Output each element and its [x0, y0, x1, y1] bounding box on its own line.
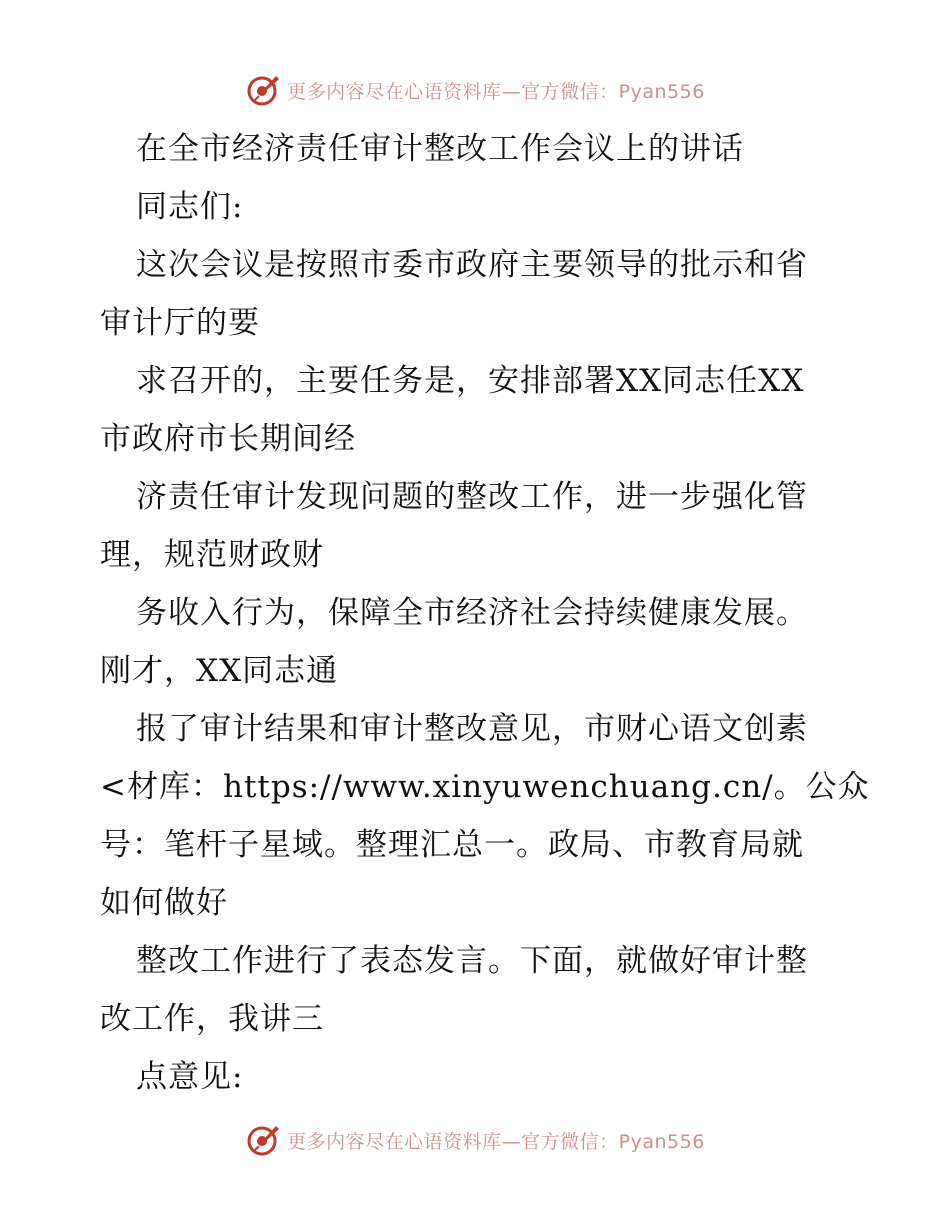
text-line: 刚才，XX同志通	[100, 653, 339, 689]
text-line: 整改工作进行了表态发言。下面，就做好审计整	[136, 943, 808, 979]
text-line: 如何做好	[100, 885, 228, 921]
text-line: 报了审计结果和审计整改意见，市财心语文创素	[136, 711, 808, 747]
text-line: 改工作，我讲三	[100, 1001, 324, 1037]
pen-logo-icon	[245, 72, 281, 108]
text-line: 济责任审计发现问题的整改工作，进一步强化管	[136, 479, 808, 515]
footer-banner	[0, 1120, 950, 1160]
pen-logo-icon	[245, 1122, 281, 1158]
text-line: 这次会议是按照市委市政府主要领导的批示和省	[136, 247, 808, 283]
text-line: 务收入行为，保障全市经济社会持续健康发展。	[136, 595, 808, 631]
text-line: 市政府市长期间经	[100, 421, 356, 457]
document-title: 在全市经济责任审计整改工作会议上的讲话	[136, 131, 744, 167]
salutation: 同志们:	[136, 189, 244, 225]
banner-text: 更多内容尽在心语资料库—官方微信：Pyan556	[287, 80, 705, 103]
text-line: 点意见:	[136, 1059, 244, 1095]
text-line: 理，规范财政财	[100, 537, 324, 573]
document-body	[100, 120, 870, 1106]
text-line: 求召开的，主要任务是，安排部署XX同志任XX	[136, 363, 805, 399]
text-line: 号：笔杆子星域。整理汇总一。政局、市教育局就	[100, 827, 804, 863]
text-line: 审计厅的要	[100, 305, 260, 341]
banner-text: 更多内容尽在心语资料库—官方微信：Pyan556	[287, 1130, 705, 1153]
header-banner	[0, 70, 950, 110]
text-line: <材库：https://www.xinyuwenchuang.cn/。公众	[100, 769, 870, 805]
